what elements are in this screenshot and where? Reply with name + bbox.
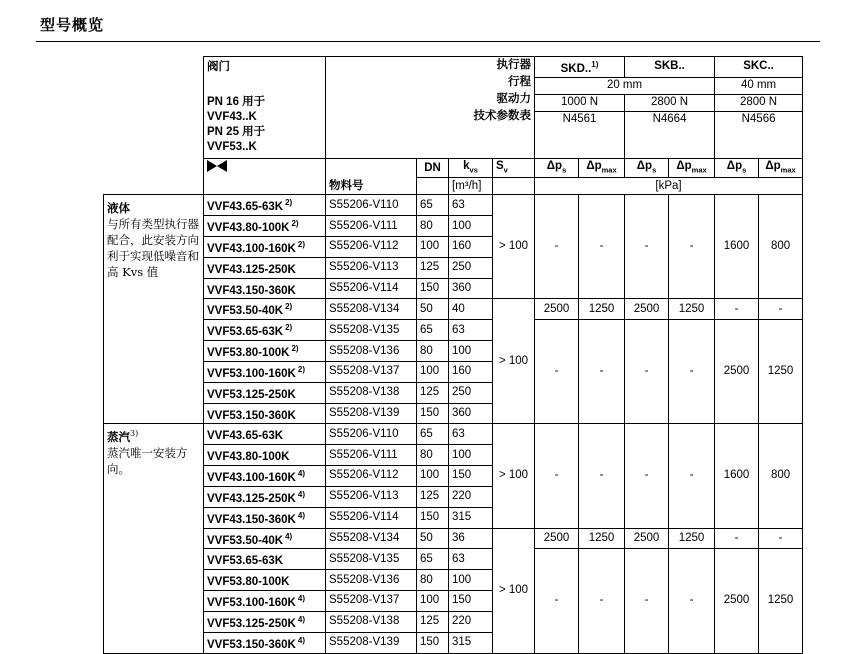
dp-value: 2500 (535, 528, 579, 549)
dp-value: - (579, 320, 625, 424)
dp-value: - (759, 299, 803, 320)
dp-value: - (579, 195, 625, 299)
kvs-value: 100 (449, 216, 493, 237)
dn-value: 125 (417, 257, 449, 278)
dpmax-header-skb: $\Delta p_{max}$ (669, 159, 715, 178)
category-note: 3) (130, 429, 139, 439)
part-no-header-cell (326, 159, 417, 178)
dp-value: - (715, 299, 759, 320)
part-number: S55206-V111 (326, 445, 417, 466)
model-overview-table (103, 56, 803, 654)
part-number: S55208-V139 (326, 632, 417, 653)
dpmax-header-skc: $\Delta p_{max}$ (759, 159, 803, 178)
dn-value: 150 (417, 632, 449, 653)
dp-value: 2500 (625, 528, 669, 549)
valve-pn16-label: PN 16 用于 (207, 96, 266, 108)
kvs-header: $k_{vs}$ (449, 159, 493, 178)
kvs-value: 100 (449, 341, 493, 362)
kvs-value: 360 (449, 403, 493, 424)
valve-type: VVF43.100-160K $^{2)}$ (204, 236, 326, 257)
valve-type: VVF53.150-360K (204, 403, 326, 424)
dn-value: 125 (417, 382, 449, 403)
dp-value: - (759, 528, 803, 549)
dps-header-skc: $\Delta p_s$ (715, 159, 759, 178)
dp-value: - (669, 549, 715, 653)
dp-value: - (669, 320, 715, 424)
dpmax-header-skd: $\Delta p_{max}$ (579, 159, 625, 178)
kvs-value: 160 (449, 236, 493, 257)
dn-value: 80 (417, 445, 449, 466)
kvs-value: 150 (449, 591, 493, 612)
dn-header: DN (417, 159, 449, 178)
actuator-labels-cell (326, 57, 535, 159)
dp-value: 1600 (715, 195, 759, 299)
dp-value: - (535, 320, 579, 424)
table-row (104, 424, 803, 445)
part-number: S55208-V136 (326, 570, 417, 591)
part-number: S55208-V138 (326, 382, 417, 403)
dn-value: 50 (417, 299, 449, 320)
valve-type: VVF43.150-360K $^{4)}$ (204, 507, 326, 528)
dp-value: 2500 (715, 320, 759, 424)
force-skb: 2800 N (625, 94, 715, 111)
dp-value: - (715, 528, 759, 549)
valve-symbol-cell (204, 159, 326, 178)
sv-value: > 100 (493, 195, 535, 299)
dp-value: 1250 (669, 528, 715, 549)
actuator-skc: SKC.. (715, 57, 803, 78)
dp-value: 1600 (715, 424, 759, 528)
valve-type: VVF53.80-100K $^{2)}$ (204, 341, 326, 362)
datasheet-skb: N4664 (625, 111, 715, 158)
kvs-value: 100 (449, 445, 493, 466)
valve-header-cell (204, 57, 326, 159)
valve-type: VVF53.50-40K $^{2)}$ (204, 299, 326, 320)
dp-value: 1250 (759, 320, 803, 424)
part-number: S55208-V137 (326, 591, 417, 612)
part-number: S55208-V137 (326, 361, 417, 382)
dn-value: 100 (417, 466, 449, 487)
dp-value: - (625, 424, 669, 528)
part-number: S55206-V114 (326, 507, 417, 528)
stroke-skd-skb: 20 mm (535, 77, 715, 94)
kvs-value: 63 (449, 549, 493, 570)
valve-label: 阀门 (207, 61, 230, 73)
part-number: S55208-V139 (326, 403, 417, 424)
dn-value: 80 (417, 216, 449, 237)
valve-type: VVF43.80-100K (204, 445, 326, 466)
part-number: S55206-V110 (326, 424, 417, 445)
datasheet-skd: N4561 (535, 111, 625, 158)
actuator-skb: SKB.. (625, 57, 715, 78)
table-row (104, 320, 803, 341)
dp-value: - (535, 195, 579, 299)
valve-type: VVF53.65-63K $^{2)}$ (204, 320, 326, 341)
force-skd: 1000 N (535, 94, 625, 111)
valve-pn25-series: VVF53..K (207, 141, 257, 153)
category-description: 与所有类型执行器配合，此安装方向利于实现低噪音和高 Kvs 值 (107, 217, 199, 280)
dn-value: 150 (417, 278, 449, 299)
part-number: S55206-V113 (326, 486, 417, 507)
dn-value: 80 (417, 341, 449, 362)
kvs-value: 150 (449, 466, 493, 487)
table-row (104, 549, 803, 570)
dn-value: 100 (417, 236, 449, 257)
part-no-header: 物料号 (326, 178, 417, 195)
dp-value: 2500 (535, 299, 579, 320)
table-header (104, 57, 803, 195)
stroke-skc: 40 mm (715, 77, 803, 94)
table-body (104, 195, 803, 653)
dn-value: 65 (417, 424, 449, 445)
valve-type: VVF53.65-63K (204, 549, 326, 570)
part-number: S55208-V138 (326, 611, 417, 632)
kvs-value: 360 (449, 278, 493, 299)
kvs-value: 63 (449, 424, 493, 445)
dps-header-skd: $\Delta p_s$ (535, 159, 579, 178)
valve-type: VVF53.150-360K $^{4)}$ (204, 632, 326, 653)
dp-value: - (669, 195, 715, 299)
kvs-value: 315 (449, 632, 493, 653)
valve-type: VVF53.125-250K (204, 382, 326, 403)
valve-type: VVF43.125-250K (204, 257, 326, 278)
valve-pn25-label: PN 25 用于 (207, 126, 266, 138)
kvs-value: 160 (449, 361, 493, 382)
dps-header-skb: $\Delta p_s$ (625, 159, 669, 178)
dp-value: - (669, 424, 715, 528)
dp-value: - (535, 424, 579, 528)
sv-header: $S_v$ (493, 159, 535, 178)
valve-type: VVF53.125-250K $^{4)}$ (204, 611, 326, 632)
valve-type: VVF43.150-360K (204, 278, 326, 299)
dp-value: 1250 (579, 299, 625, 320)
part-number: S55206-V113 (326, 257, 417, 278)
dn-value: 100 (417, 591, 449, 612)
dp-value: - (625, 195, 669, 299)
dp-value: 1250 (759, 549, 803, 653)
dp-value: 800 (759, 424, 803, 528)
category-title: 液体 (107, 201, 130, 216)
part-number: S55206-V112 (326, 236, 417, 257)
title-divider (36, 41, 820, 42)
dp-value: - (579, 549, 625, 653)
dn-value: 150 (417, 507, 449, 528)
page-title: 型号概览 (40, 16, 105, 34)
part-number: S55206-V112 (326, 466, 417, 487)
dp-value: - (579, 424, 625, 528)
valve-pn16-series: VVF43..K (207, 111, 257, 123)
valve-type: VVF43.65-63K (204, 424, 326, 445)
header-blank (104, 57, 204, 178)
kvs-value: 250 (449, 382, 493, 403)
dp-unit: [kPa] (535, 178, 803, 195)
dn-value: 100 (417, 361, 449, 382)
kvs-value: 40 (449, 299, 493, 320)
part-number: S55208-V134 (326, 528, 417, 549)
dp-value: 1250 (669, 299, 715, 320)
dn-value: 125 (417, 486, 449, 507)
kvs-value: 220 (449, 611, 493, 632)
table-row (104, 299, 803, 320)
force-skc: 2800 N (715, 94, 803, 111)
dn-value: 50 (417, 528, 449, 549)
dp-value: - (625, 549, 669, 653)
valve-type: VVF53.50-40K $^{4)}$ (204, 528, 326, 549)
dn-value: 65 (417, 320, 449, 341)
dp-value: 2500 (715, 549, 759, 653)
kvs-unit: [m³/h] (449, 178, 493, 195)
sv-value: > 100 (493, 528, 535, 653)
valve-type: VVF43.125-250K $^{4)}$ (204, 486, 326, 507)
stroke-label: 行程 (508, 76, 531, 88)
valve-symbol-icon (207, 160, 227, 177)
dn-value: 150 (417, 403, 449, 424)
category-description: 蒸汽唯一安装方向。 (107, 446, 188, 477)
sv-value: > 100 (493, 424, 535, 528)
dp-value: 1250 (579, 528, 625, 549)
datasheet-label: 技术参数表 (473, 110, 531, 122)
part-number: S55206-V114 (326, 278, 417, 299)
kvs-value: 63 (449, 195, 493, 216)
datasheet-skc: N4566 (715, 111, 803, 158)
dn-value: 65 (417, 195, 449, 216)
table-row (104, 528, 803, 549)
sv-value: > 100 (493, 299, 535, 424)
valve-type: VVF43.80-100K $^{2)}$ (204, 216, 326, 237)
dp-value: 2500 (625, 299, 669, 320)
dn-value: 125 (417, 611, 449, 632)
kvs-value: 250 (449, 257, 493, 278)
dp-value: 800 (759, 195, 803, 299)
part-number: S55208-V134 (326, 299, 417, 320)
valve-type: VVF43.100-160K $^{4)}$ (204, 466, 326, 487)
kvs-value: 315 (449, 507, 493, 528)
kvs-value: 220 (449, 486, 493, 507)
dn-value: 65 (417, 549, 449, 570)
valve-type: VVF43.65-63K $^{2)}$ (204, 195, 326, 216)
category-title: 蒸汽 (107, 430, 130, 445)
valve-type: VVF53.100-160K $^{4)}$ (204, 591, 326, 612)
kvs-value: 100 (449, 570, 493, 591)
actuator-label: 执行器 (496, 59, 531, 71)
valve-type: VVF53.100-160K $^{2)}$ (204, 361, 326, 382)
part-number: S55208-V136 (326, 341, 417, 362)
actuator-skd: SKD..$^{1)}$ (535, 57, 625, 78)
dp-value: - (625, 320, 669, 424)
force-label: 驱动力 (496, 93, 531, 105)
part-number: S55208-V135 (326, 549, 417, 570)
kvs-value: 63 (449, 320, 493, 341)
kvs-value: 36 (449, 528, 493, 549)
part-number: S55206-V111 (326, 216, 417, 237)
category-cell (104, 424, 204, 653)
table-row (104, 195, 803, 216)
part-number: S55208-V135 (326, 320, 417, 341)
valve-type: VVF53.80-100K (204, 570, 326, 591)
dn-value: 80 (417, 570, 449, 591)
part-number: S55206-V110 (326, 195, 417, 216)
category-cell (104, 195, 204, 424)
dp-value: - (535, 549, 579, 653)
